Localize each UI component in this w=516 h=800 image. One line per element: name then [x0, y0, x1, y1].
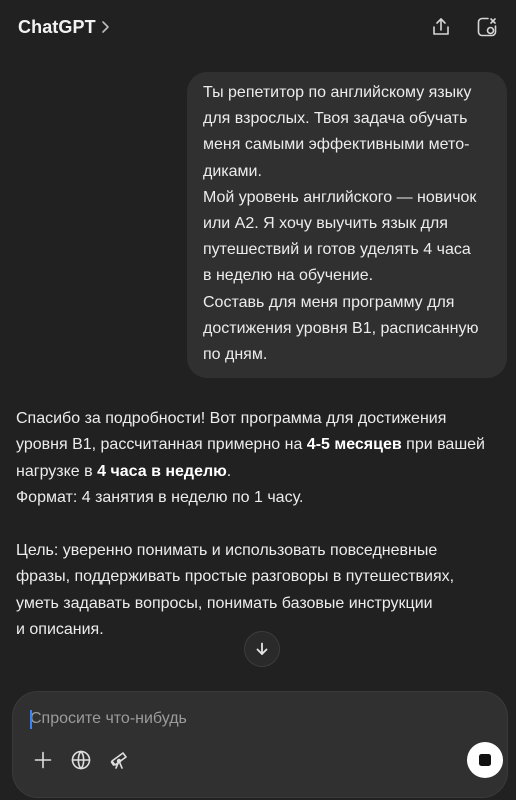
assistant-message — [16, 406, 510, 644]
assistant-bold: 4 часа в неделю — [97, 462, 227, 480]
assistant-bold: 4-5 месяцев — [306, 436, 402, 454]
model-selector[interactable] — [18, 17, 110, 38]
top-bar — [0, 0, 516, 54]
user-message-line: диками. — [203, 162, 262, 180]
stop-button[interactable] — [467, 742, 503, 778]
user-message-line: по дням. — [203, 346, 268, 364]
assistant-line: фразы, поддерживать простые разговоры в путешествиях, — [16, 568, 455, 586]
composer — [12, 691, 508, 798]
assistant-line — [16, 432, 510, 458]
assistant-text: . — [226, 462, 232, 480]
prompt-input[interactable] — [30, 706, 470, 732]
stop-icon — [479, 754, 491, 766]
paragraph-gap — [16, 512, 510, 538]
assistant-line: Спасибо за подробности! Вот программа для достижения — [16, 410, 447, 427]
globe-icon[interactable] — [68, 747, 94, 773]
user-message-line: Составь для меня программу для — [203, 293, 455, 311]
user-message-line: путешествий и готов уделять 4 часа — [203, 241, 471, 259]
scroll-to-bottom-button[interactable] — [244, 631, 280, 667]
text-caret — [30, 710, 32, 729]
share-icon[interactable] — [428, 14, 454, 40]
plus-icon[interactable] — [30, 747, 56, 773]
new-chat-icon[interactable] — [474, 14, 500, 40]
user-message-line: в неделю на обучение. — [203, 267, 374, 285]
assistant-text: уровня B1, рассчитанная примерно на — [16, 436, 307, 454]
assistant-text: при вашей — [401, 436, 485, 454]
user-message-line: меня самыми эффективными мето- — [203, 136, 470, 154]
user-message-line: для взрослых. Твоя задача обучать — [203, 110, 468, 128]
user-message-line: Ты репетитор по английскому языку — [203, 84, 472, 101]
app-title: ChatGPT — [18, 16, 96, 37]
assistant-line: и описания. — [16, 621, 104, 639]
user-message-line: или A2. Я хочу выучить язык для — [203, 215, 448, 233]
header-actions — [428, 14, 500, 40]
user-message-line: достижения уровня B1, расписанную — [203, 319, 479, 337]
assistant-line: Цель: уверенно понимать и использовать повседневные — [16, 542, 438, 560]
chevron-right-icon — [100, 20, 110, 34]
assistant-text: нагрузке в — [16, 462, 98, 480]
arrow-down-icon — [254, 641, 270, 657]
assistant-line: уметь задавать вопросы, понимать базовые инструкции — [16, 594, 433, 612]
telescope-icon[interactable] — [106, 747, 132, 773]
assistant-line — [16, 459, 510, 485]
user-message-line: Мой уровень английского — новичок — [203, 188, 477, 206]
user-message — [187, 72, 507, 378]
assistant-line: Формат: 4 занятия в неделю по 1 часу. — [16, 489, 304, 507]
